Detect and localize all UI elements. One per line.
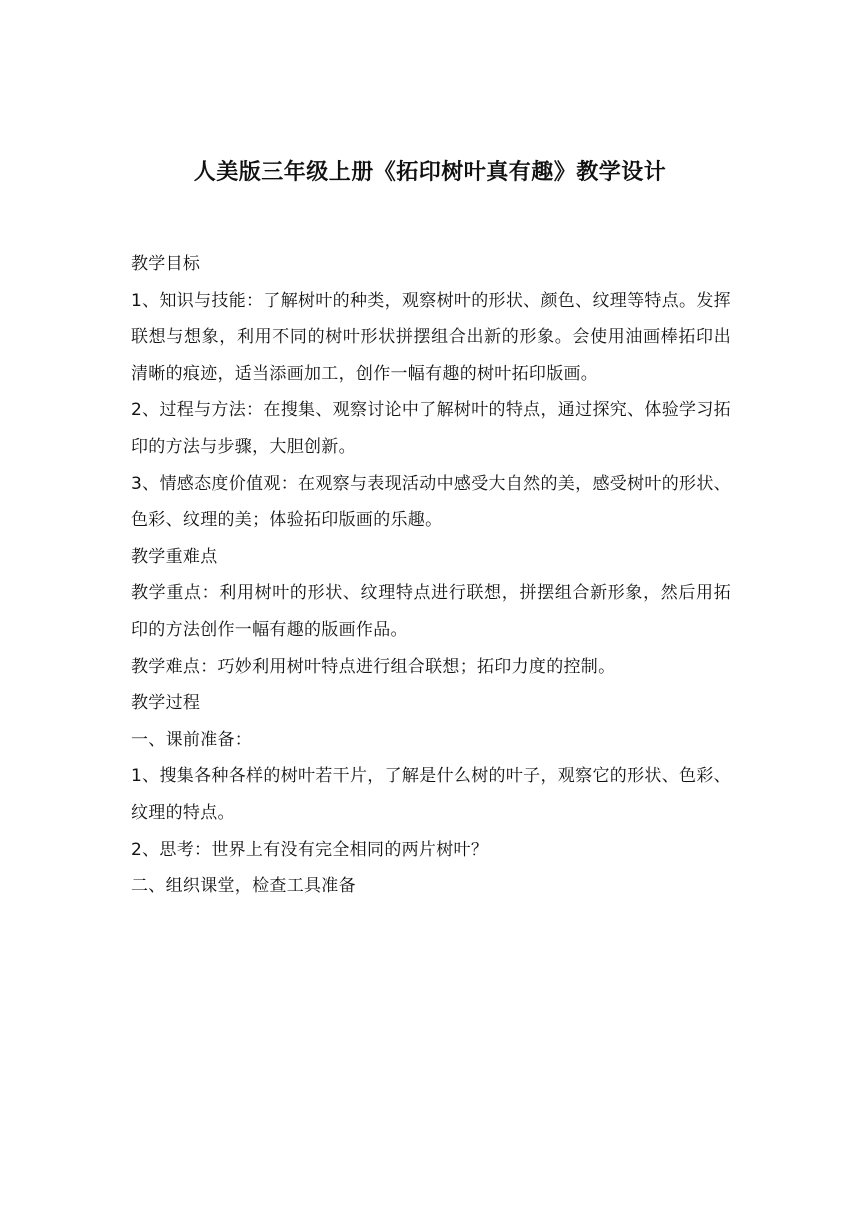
preparation-item-2: 2、思考：世界上有没有完全相同的两片树叶？ [131,839,489,860]
objective-process-methods: 2、过程与方法：在搜集、观察讨论中了解树叶的特点，通过探究、体验学习拓印的方法与步骤，大胆创新。 [131,400,731,457]
process-step-preparation: 一、课前准备： [131,729,253,750]
section-heading-process: 教学过程 [131,693,201,714]
document-title: 人美版三年级上册《拓印树叶真有趣》教学设计 [193,159,667,185]
objective-knowledge-skills: 1、知识与技能：了解树叶的种类，观察树叶的形状、颜色、纹理等特点。发挥联想与想象，利用不同的树叶形状拼摆组合出新的形象。会使用油画棒拓印出清晰的痕迹，适当添画加工，创作一幅有趣的树叶拓印版画。 [131,290,731,384]
key-point-difficulty: 教学难点：巧妙利用树叶特点进行组合联想；拓印力度的控制。 [131,656,616,677]
document-body [131,246,731,905]
objective-attitude-values: 3、情感态度价值观：在观察与表现活动中感受大自然的美，感受树叶的形状、色彩、纹理的美；体验拓印版画的乐趣。 [131,473,731,531]
key-point-focus: 教学重点：利用树叶的形状、纹理特点进行联想，拼摆组合新形象，然后用拓印的方法创作一幅有趣的版画作品。 [131,583,731,640]
section-heading-objectives: 教学目标 [131,254,201,274]
section-heading-key-points: 教学重难点 [131,546,218,567]
process-step-organize-class: 二、组织课堂，检查工具准备 [131,876,356,897]
preparation-item-1: 1、搜集各种各样的树叶若干片，了解是什么树的叶子，观察它的形状、色彩、纹理的特点。 [131,766,731,823]
